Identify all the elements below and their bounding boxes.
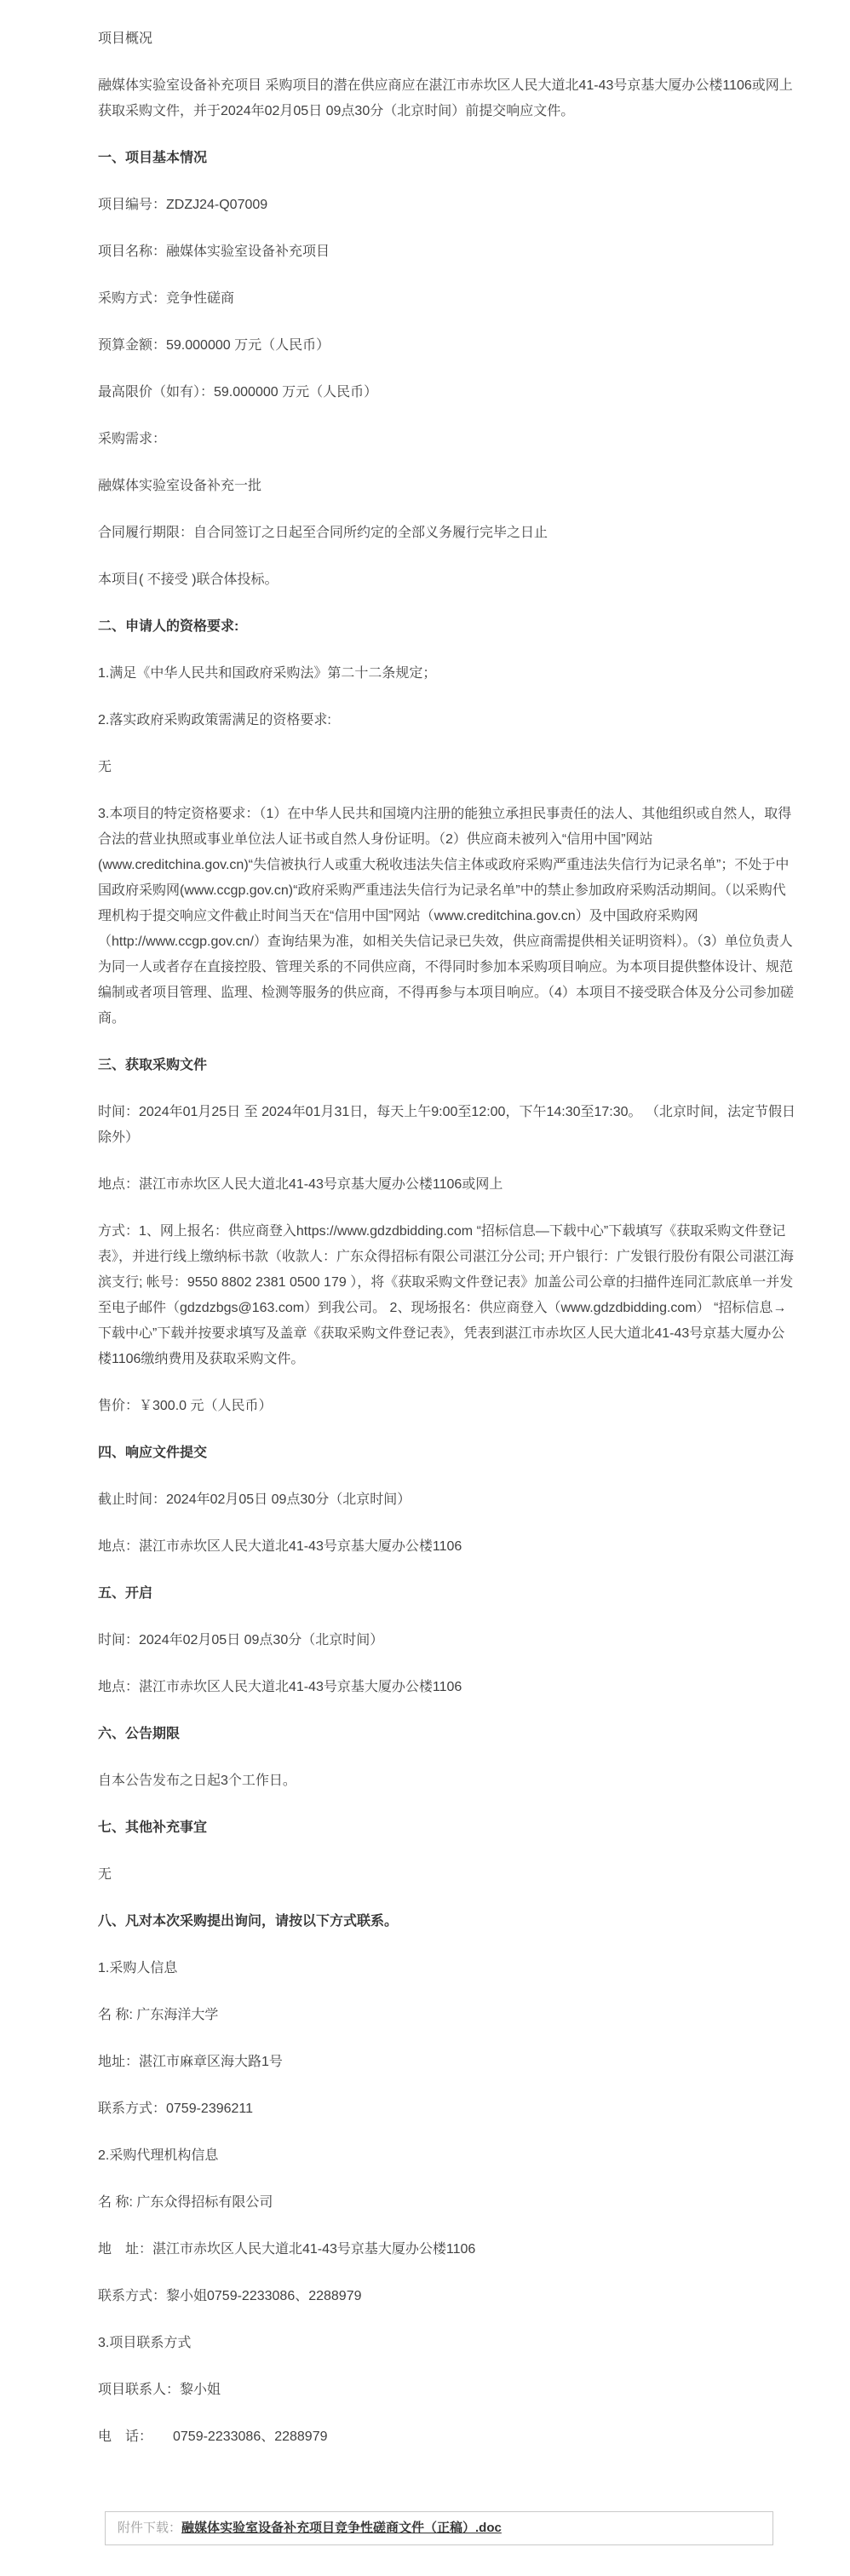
qualification-item-1: 1.满足《中华人民共和国政府采购法》第二十二条规定； <box>98 666 437 681</box>
agency-contact: 联系方式：黎小姐0759-2233086、2288979 <box>98 2289 362 2303</box>
submission-deadline: 截止时间：2024年02月05日 09点30分（北京时间） <box>98 1492 411 1507</box>
agency-address: 地 址：湛江市赤坎区人民大道北41-43号京基大厦办公楼1106 <box>98 2242 476 2257</box>
section8-heading-contact: 八、凡对本次采购提出询问，请按以下方式联系。 <box>98 1914 399 1929</box>
purchaser-address: 地址：湛江市麻章区海大路1号 <box>98 2055 283 2069</box>
section4-heading-response-submission: 四、响应文件提交 <box>98 1446 208 1460</box>
attachment-file-link[interactable]: 融媒体实验室设备补充项目竞争性磋商文件（正稿）.doc <box>181 2521 502 2535</box>
procurement-method: 采购方式：竞争性磋商 <box>98 291 235 306</box>
qualification-item-3: 3.本项目的特定资格要求：（1）在中华人民共和国境内注册的能独立承担民事责任的法人、其他组织或自然人，取得合法的营业执照或事业单位法人证书或自然人身份证明。（2）供应商未被列入“信用中国”网站(www.creditchina.gov.cn)“失信被执行人或重大税收违法失信主体或政府采购严重违法失信行为记录名单”；不处于中国政府采购网(www.ccgp.gov.cn)“政府采购严重违法失信行为记录名单”中的禁止参加政府采购活动期间。（以采购代理机构于提交响应文件截止时间当天在“信用中国”网站（www.creditchina.gov.cn）及中国政府采购网（http://www.ccgp.gov.cn/）查询结果为准，如相关失信记录已失效，供应商需提供相关证明资料）。（3）单位负责人为同一人或者存在直接控股、管理关系的不同供应商，不得同时参加本采购项目响应。为本项目提供整体设计、规范编制或者项目管理、监理、检测等服务的供应商，不得再参与本项目响应。（4）本项目不接受联合体及分公司参加磋商。 <box>98 807 794 1026</box>
project-name: 项目名称：融媒体实验室设备补充项目 <box>98 244 330 259</box>
opening-time: 时间：2024年02月05日 09点30分（北京时间） <box>98 1633 384 1647</box>
obtain-time: 时间：2024年01月25日 至 2024年01月31日，每天上午9:00至12:00，下午14:30至17:30。 （北京时间，法定节假日除外） <box>98 1105 795 1145</box>
budget-amount: 预算金额：59.000000 万元（人民币） <box>98 338 330 353</box>
section6-heading-announcement-period: 六、公告期限 <box>98 1727 181 1741</box>
announcement-period: 自本公告发布之日起3个工作日。 <box>98 1774 296 1788</box>
contract-performance-period: 合同履行期限：自合同签订之日起至合同所约定的全部义务履行完毕之日止 <box>98 526 548 540</box>
attachment-download-label: 附件下载： <box>118 2521 182 2535</box>
qualification-item-2-none: 无 <box>98 760 112 774</box>
submission-location: 地点：湛江市赤坎区人民大道北41-43号京基大厦办公楼1106 <box>98 1539 462 1554</box>
other-matters-none: 无 <box>98 1867 112 1882</box>
project-contact-person: 项目联系人：黎小姐 <box>98 2383 221 2397</box>
procurement-demand-label: 采购需求： <box>98 432 167 446</box>
obtain-location: 地点：湛江市赤坎区人民大道北41-43号京基大厦办公楼1106或网上 <box>98 1177 503 1192</box>
qualification-item-2: 2.落实政府采购政策需满足的资格要求: <box>98 713 331 727</box>
section1-heading-basic-info: 一、项目基本情况 <box>98 151 208 165</box>
project-number: 项目编号：ZDZJ24-Q07009 <box>98 198 268 212</box>
document-price: 售价：￥300.0 元（人民币） <box>98 1399 273 1413</box>
project-overview-title: 项目概况 <box>98 32 153 46</box>
section5-heading-opening: 五、开启 <box>98 1586 153 1601</box>
section3-heading-obtain-documents: 三、获取采购文件 <box>98 1058 208 1072</box>
opening-location: 地点：湛江市赤坎区人民大道北41-43号京基大厦办公楼1106 <box>98 1680 462 1694</box>
project-contact-label: 3.项目联系方式 <box>98 2336 192 2350</box>
purchaser-contact: 联系方式：0759-2396211 <box>98 2102 254 2116</box>
section7-heading-other-matters: 七、其他补充事宜 <box>98 1820 208 1835</box>
project-overview-intro: 融媒体实验室设备补充项目 采购项目的潜在供应商应在湛江市赤坎区人民大道北41-43号京基大厦办公楼1106或网上获取采购文件，并于2024年02月05日 09点30分（北京时间）前提交响应文件。 <box>98 78 793 118</box>
project-contact-phone: 电 话： 0759-2233086、2288979 <box>98 2429 328 2444</box>
attachment-download-box <box>105 2511 773 2545</box>
purchaser-name: 名 称: 广东海洋大学 <box>98 2008 219 2022</box>
agency-info-label: 2.采购代理机构信息 <box>98 2148 219 2163</box>
procurement-demand-content: 融媒体实验室设备补充一批 <box>98 479 262 493</box>
joint-bid-note: 本项目( 不接受 )联合体投标。 <box>98 572 279 587</box>
purchaser-info-label: 1.采购人信息 <box>98 1961 178 1975</box>
section2-heading-qualification: 二、申请人的资格要求: <box>98 619 239 634</box>
obtain-method: 方式：1、网上报名：供应商登入https://www.gdzdbidding.com “招标信息—下载中心”下载填写《获取采购文件登记表》，并进行线上缴纳标书款（收款人：广东众得招标有限公司湛江分公司; 开户银行：广发银行股份有限公司湛江海滨支行; 帐号：9550 8802 2381 0500 179 ），将《获取采购文件登记表》加盖公司公章的扫描件连同汇款底单一并发至电子邮件（gdzdzbgs@163.com）到我公司。 2、现场报名：供应商登入（www.gdzdbidding.com） “招标信息→下载中心”下载并按要求填写及盖章《获取采购文件登记表》，凭表到湛江市赤坎区人民大道北41-43号京基大厦办公楼1106缴纳费用及获取采购文件。 <box>98 1224 794 1366</box>
max-price-limit: 最高限价（如有）：59.000000 万元（人民币） <box>98 385 378 400</box>
agency-name: 名 称: 广东众得招标有限公司 <box>98 2195 273 2210</box>
